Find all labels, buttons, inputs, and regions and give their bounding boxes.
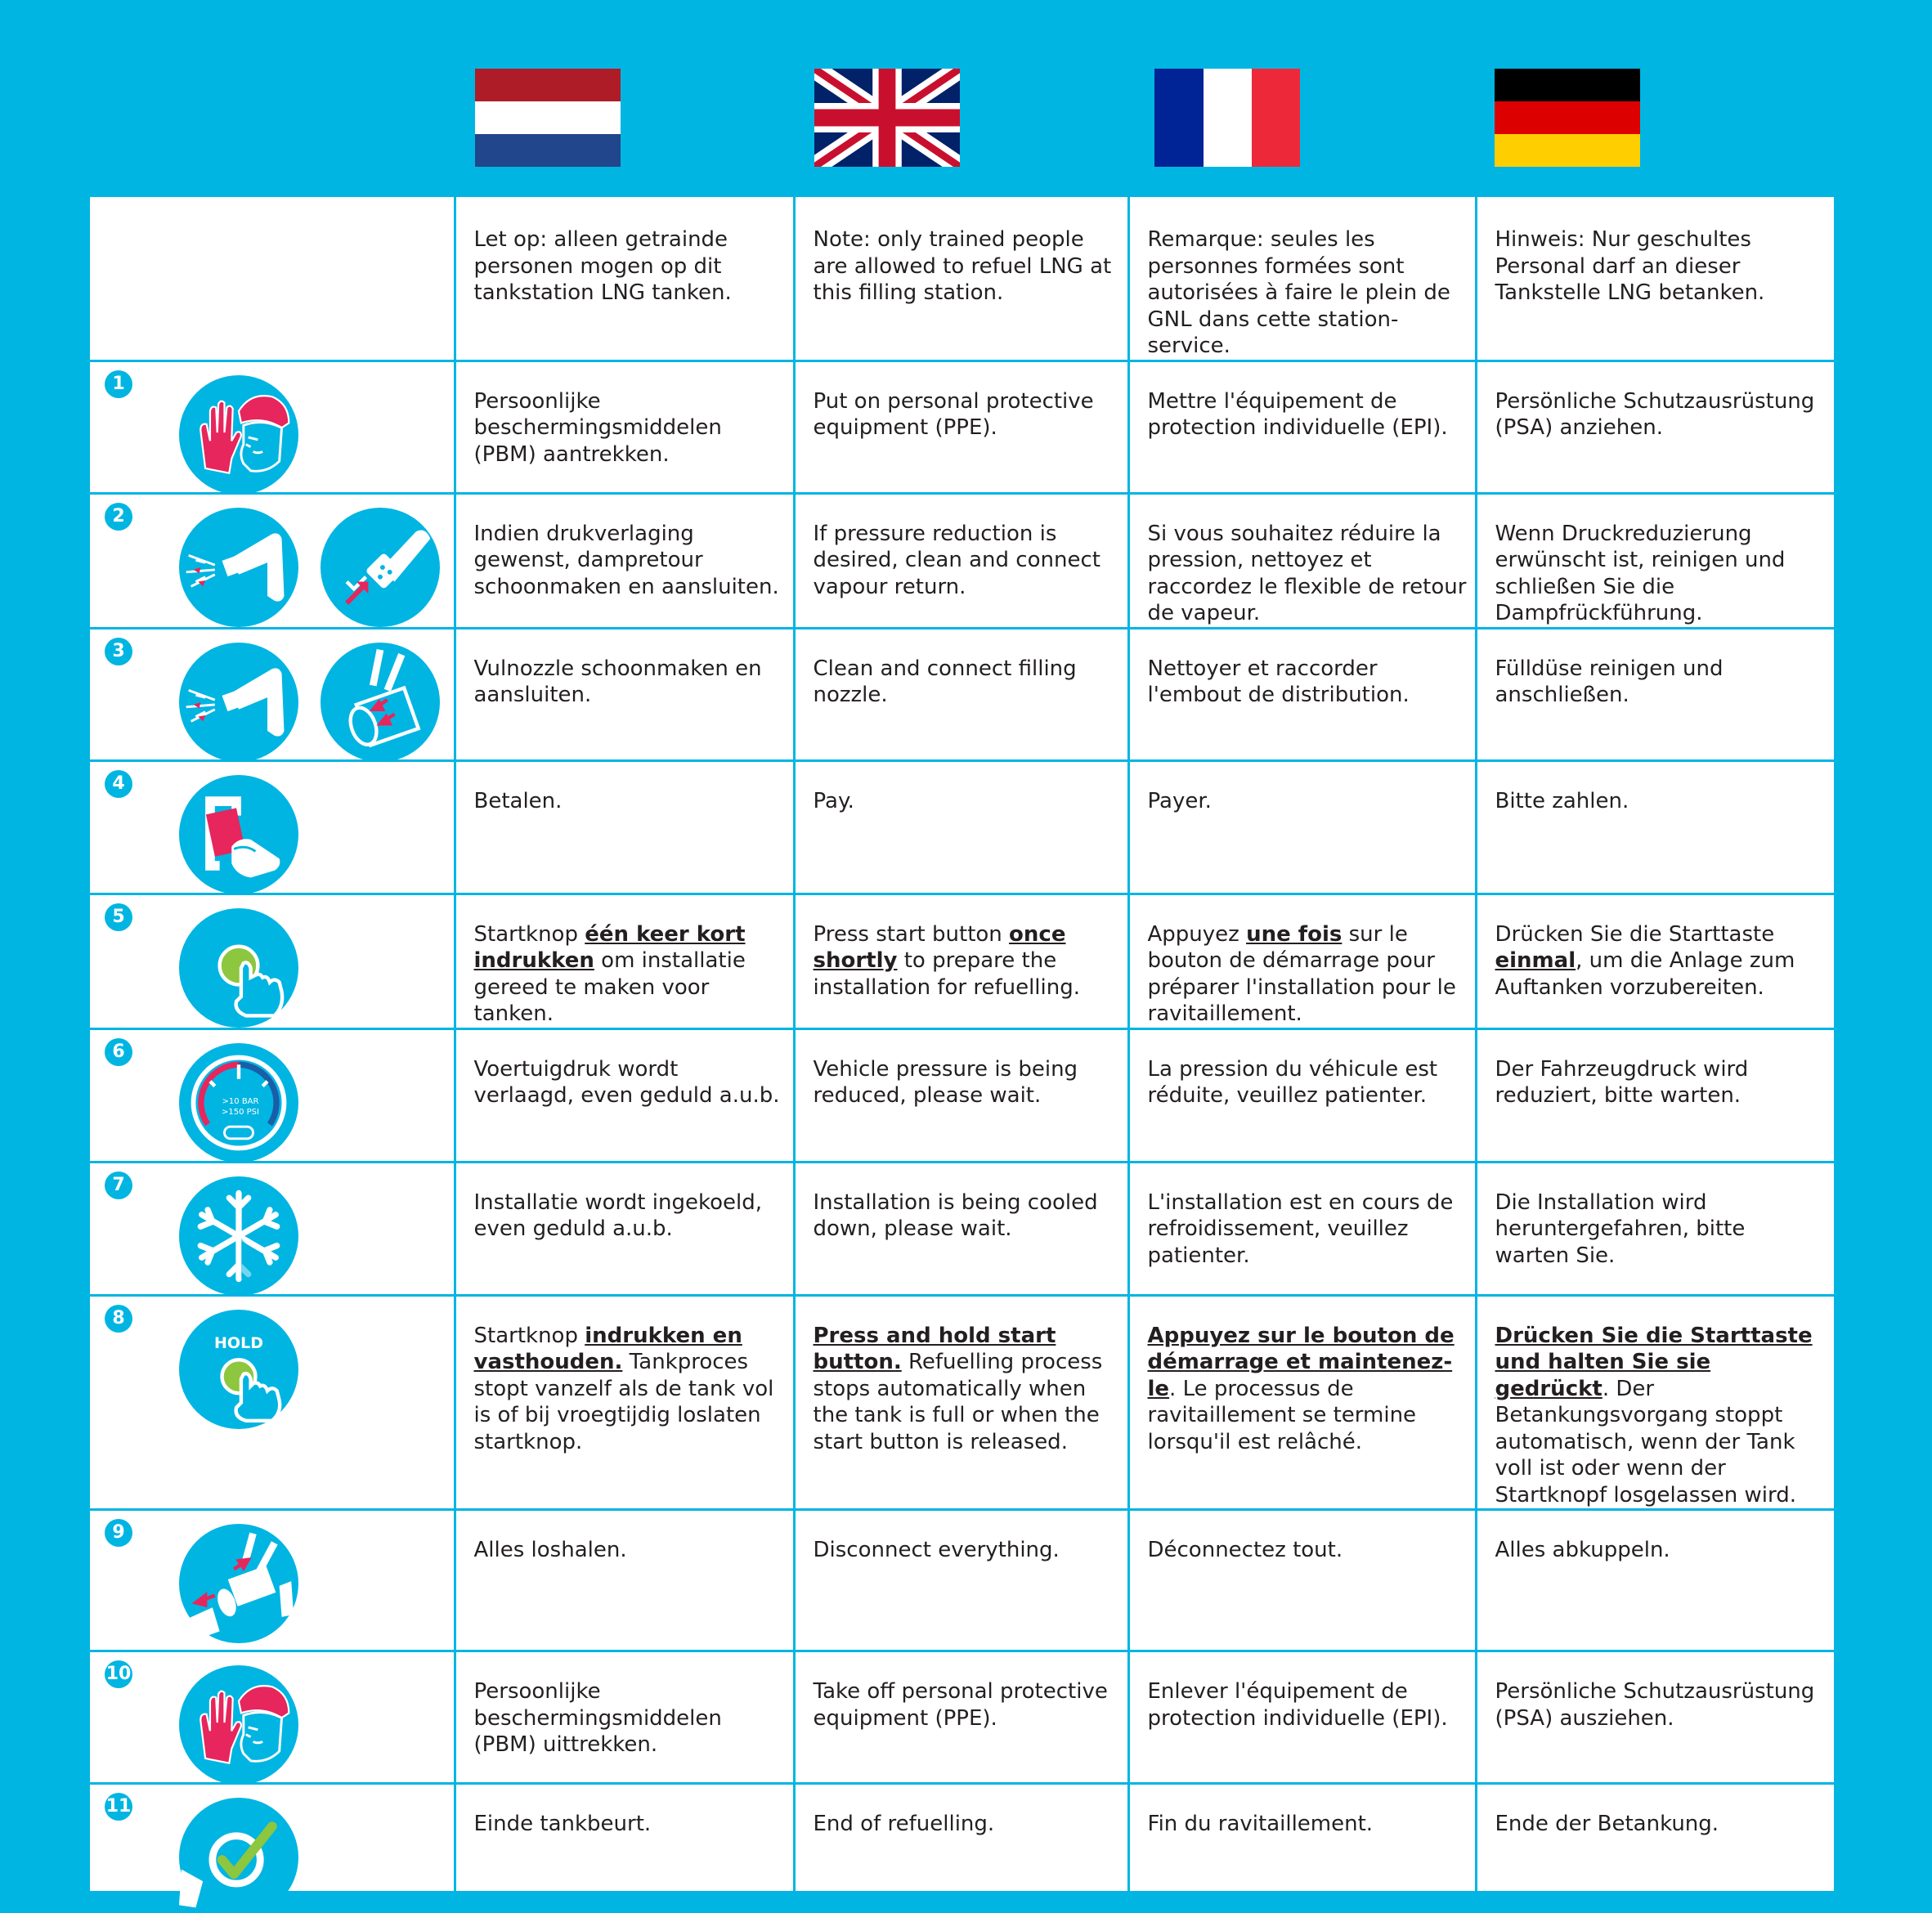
step-number: 10 xyxy=(105,1660,132,1688)
step-text-nl: Installatie wordt ingekoeld, even geduld a.u.b. xyxy=(455,1162,794,1295)
step-number: 4 xyxy=(105,770,132,798)
step-text-nl: Einde tankbeurt. xyxy=(455,1784,794,1913)
step-text-de: Der Fahrzeugdruck wird reduziert, bitte warten. xyxy=(1476,1028,1834,1162)
step-text-de: Fülldüse reinigen und anschließen. xyxy=(1476,628,1834,760)
uk-flag xyxy=(814,69,960,167)
step-row xyxy=(90,1295,1834,1510)
step-text-de: Drücken Sie die Starttaste und halten Sie sie gedrückt. Der Betankungsvorgang stoppt automatisch, wenn der Tank voll ist oder wenn der Startknopf losgelassen wird. xyxy=(1476,1295,1834,1510)
step-text-en: Press start button once shortly to prepare the installation for refuelling. xyxy=(794,894,1128,1028)
instruction-table xyxy=(90,197,1834,1913)
step-text-fr: La pression du véhicule est réduite, veuillez patienter. xyxy=(1128,1028,1476,1162)
step-number: 9 xyxy=(105,1519,132,1547)
intro-de: Hinweis: Nur geschultes Personal darf an dieser Tankstelle LNG betanken. xyxy=(1476,197,1834,361)
air-gun-clean-icon xyxy=(179,643,298,761)
step-text-nl: Voertuigdruk wordt verlaagd, even geduld a.u.b. xyxy=(455,1028,794,1162)
hold-start-button-icon xyxy=(179,1310,298,1429)
step-text-fr: Fin du ravitaillement. xyxy=(1128,1784,1476,1913)
nozzle-connect-icon xyxy=(321,643,440,761)
step-number: 2 xyxy=(105,503,132,531)
step-text-fr: Payer. xyxy=(1128,760,1476,894)
svg-text:>150 PSI: >150 PSI xyxy=(222,1107,259,1117)
pressure-gauge-icon xyxy=(179,1043,298,1163)
step-text-en: Installation is being cooled down, please wait. xyxy=(794,1162,1128,1295)
step-text-nl: Alles loshalen. xyxy=(455,1510,794,1651)
step-number: 11 xyxy=(105,1793,132,1821)
step-text-de: Ende der Betankung. xyxy=(1476,1784,1834,1913)
step-text-fr: Mettre l'équipement de protection individuelle (EPI). xyxy=(1128,361,1476,493)
step-text-de: Drücken Sie die Starttaste einmal, um die Anlage zum Auftanken vorzubereiten. xyxy=(1476,894,1834,1028)
step-text-fr: Nettoyer et raccorder l'embout de distribution. xyxy=(1128,628,1476,760)
step-text-de: Bitte zahlen. xyxy=(1476,760,1834,894)
step-number: 5 xyxy=(105,903,132,931)
step-text-en: Vehicle pressure is being reduced, please wait. xyxy=(794,1028,1128,1162)
step-row xyxy=(90,894,1834,1028)
step-text-en: Clean and connect filling nozzle. xyxy=(794,628,1128,760)
intro-nl: Let op: alleen getrainde personen mogen op dit tankstation LNG tanken. xyxy=(455,197,794,361)
step-text-fr: Enlever l'équipement de protection individuelle (EPI). xyxy=(1128,1651,1476,1784)
step-text-nl: Startknop indrukken en vasthouden. Tankproces stopt vanzelf als de tank vol is of bij vroegtijdig loslaten startknop. xyxy=(455,1295,794,1510)
step-text-de: Persönliche Schutzausrüstung (PSA) anziehen. xyxy=(1476,361,1834,493)
germany-flag xyxy=(1495,69,1640,167)
netherlands-flag xyxy=(475,69,621,167)
step-text-fr: Appuyez sur le bouton de démarrage et maintenez-le. Le processus de ravitaillement se termine lorsqu'il est relâché. xyxy=(1128,1295,1476,1510)
step-text-de: Die Installation wird heruntergefahren, bitte warten Sie. xyxy=(1476,1162,1834,1295)
card-payment-icon xyxy=(179,775,298,894)
step-text-en: Put on personal protective equipment (PPE). xyxy=(794,361,1128,493)
step-text-en: Press and hold start button. Refuelling process stops automatically when the tank is full or when the start button is released. xyxy=(794,1295,1128,1510)
step-number: 7 xyxy=(105,1172,132,1199)
step-text-fr: Appuyez une fois sur le bouton de démarrage pour préparer l'installation pour le ravitaillement. xyxy=(1128,894,1476,1028)
step-row xyxy=(90,628,1834,760)
step-number: 6 xyxy=(105,1038,132,1066)
step-row xyxy=(90,1510,1834,1651)
step-text-en: Disconnect everything. xyxy=(794,1510,1128,1651)
step-text-en: Pay. xyxy=(794,760,1128,894)
step-text-fr: L'installation est en cours de refroidissement, veuillez patienter. xyxy=(1128,1162,1476,1295)
intro-fr: Remarque: seules les personnes formées sont autorisées à faire le plein de GNL dans cette station-service. xyxy=(1128,197,1476,361)
step-text-de: Alles abkuppeln. xyxy=(1476,1510,1834,1651)
step-text-fr: Si vous souhaitez réduire la pression, nettoyez et raccordez le flexible de retour de vapeur. xyxy=(1128,493,1476,628)
air-gun-clean-icon xyxy=(179,508,298,627)
step-text-nl: Startknop één keer kort indrukken om installatie gereed te maken voor tanken. xyxy=(455,894,794,1028)
step-row xyxy=(90,1028,1834,1162)
step-text-nl: Persoonlijke beschermingsmiddelen (PBM) aantrekken. xyxy=(455,361,794,493)
step-text-nl: Persoonlijke beschermingsmiddelen (PBM) uittrekken. xyxy=(455,1651,794,1784)
step-text-de: Persönliche Schutzausrüstung (PSA) ausziehen. xyxy=(1476,1651,1834,1784)
step-row xyxy=(90,1651,1834,1784)
step-row xyxy=(90,760,1834,894)
instruction-sheet xyxy=(90,197,1834,1891)
svg-text:>10 BAR: >10 BAR xyxy=(222,1096,259,1106)
step-text-nl: Betalen. xyxy=(455,760,794,894)
step-number: 3 xyxy=(105,638,132,665)
ppe-glove-faceshield-icon xyxy=(179,1665,298,1784)
step-row xyxy=(90,1162,1834,1295)
disconnect-icon xyxy=(179,1524,298,1643)
step-row xyxy=(90,361,1834,493)
step-text-en: Take off personal protective equipment (PPE). xyxy=(794,1651,1128,1784)
france-flag xyxy=(1154,69,1300,167)
step-text-fr: Déconnectez tout. xyxy=(1128,1510,1476,1651)
ppe-glove-faceshield-icon xyxy=(179,375,298,494)
intro-en: Note: only trained people are allowed to refuel LNG at this filling station. xyxy=(794,197,1128,361)
step-text-en: If pressure reduction is desired, clean and connect vapour return. xyxy=(794,493,1128,628)
refuelling-complete-check-icon xyxy=(179,1798,298,1913)
step-text-de: Wenn Druckreduzierung erwünscht ist, reinigen und schließen Sie die Dampfrückführung. xyxy=(1476,493,1834,628)
step-text-en: End of refuelling. xyxy=(794,1784,1128,1913)
step-number: 8 xyxy=(105,1305,132,1333)
snowflake-cooling-icon xyxy=(179,1176,298,1296)
step-number: 1 xyxy=(105,370,132,398)
vapour-return-connect-icon xyxy=(321,508,440,627)
svg-text:HOLD: HOLD xyxy=(214,1333,263,1352)
intro-icon-cell xyxy=(90,197,455,361)
step-text-nl: Vulnozzle schoonmaken en aansluiten. xyxy=(455,628,794,760)
step-row xyxy=(90,493,1834,628)
press-start-button-icon xyxy=(179,908,298,1028)
step-row xyxy=(90,1784,1834,1913)
step-text-nl: Indien drukverlaging gewenst, dampretour schoonmaken en aansluiten. xyxy=(455,493,794,628)
intro-row xyxy=(90,197,1834,361)
